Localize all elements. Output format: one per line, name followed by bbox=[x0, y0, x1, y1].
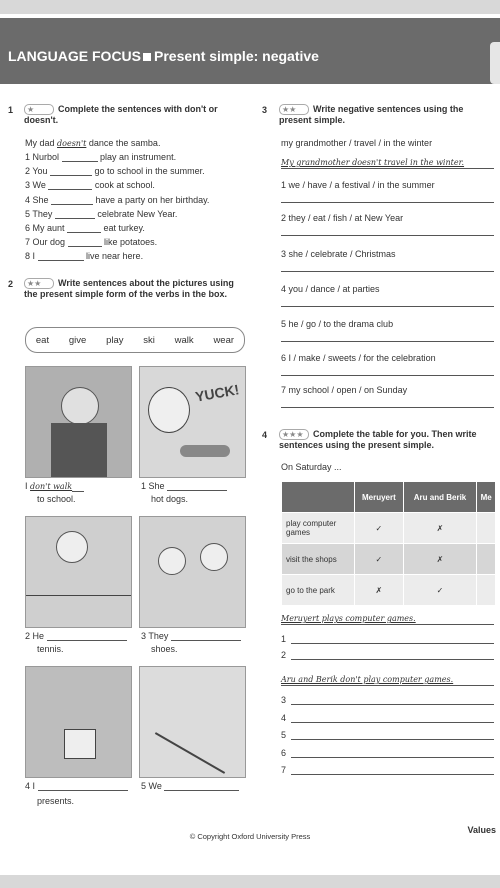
word-box-item: eat bbox=[35, 334, 50, 346]
table-header: Me bbox=[477, 482, 496, 513]
caption-4: 3 They bbox=[141, 631, 241, 641]
ex1-item bbox=[25, 166, 205, 176]
ex3-item-prompt: 6 I / make / sweets / for the celebration bbox=[281, 353, 436, 363]
answer-blank[interactable] bbox=[48, 180, 92, 190]
ex4-example-2: Aru and Berik don't play computer games. bbox=[281, 675, 454, 684]
ex3-item-prompt: 4 you / dance / at parties bbox=[281, 284, 380, 294]
item-subject: They bbox=[32, 208, 55, 219]
table-header: Aru and Berik bbox=[403, 482, 477, 513]
answer-line[interactable] bbox=[281, 271, 494, 272]
ex3-example-answer: My grandmother doesn't travel in the winter. bbox=[281, 158, 465, 167]
caption-1b: to school. bbox=[37, 494, 76, 504]
ex1-item bbox=[25, 251, 143, 261]
ex3-number: 3 bbox=[262, 105, 268, 115]
item-text: like potatoes. bbox=[101, 237, 158, 248]
answer-line bbox=[281, 685, 494, 686]
item-number: 7 bbox=[25, 237, 33, 248]
answer-line[interactable] bbox=[281, 235, 494, 236]
table-cell-activity: go to the park bbox=[282, 575, 355, 606]
picture-walk-school bbox=[25, 366, 132, 478]
answer-blank[interactable] bbox=[50, 166, 92, 176]
picture-tennis bbox=[25, 516, 132, 628]
item-text: have a party on her birthday. bbox=[93, 194, 210, 205]
answer-line[interactable] bbox=[291, 643, 494, 644]
table-cell-activity: visit the shops bbox=[282, 544, 355, 575]
table-row bbox=[282, 513, 496, 544]
page-tab bbox=[490, 42, 500, 84]
table-cell-me[interactable] bbox=[477, 513, 496, 544]
answer-line[interactable] bbox=[281, 202, 494, 203]
item-number: 3 bbox=[25, 180, 33, 191]
caption-2: 1 She bbox=[141, 481, 227, 491]
star-rating-icon: ★★ bbox=[279, 104, 309, 115]
ex1-item bbox=[25, 152, 176, 162]
ex1-example: My dad doesn't dance the samba. bbox=[25, 138, 161, 148]
ex1-item bbox=[25, 180, 155, 190]
caption-3b: tennis. bbox=[37, 644, 64, 654]
ex3-item-prompt: 7 my school / open / on Sunday bbox=[281, 385, 408, 395]
item-number: 6 bbox=[25, 223, 33, 233]
caption-6: 5 We bbox=[141, 781, 239, 791]
answer-line[interactable] bbox=[291, 774, 494, 775]
ex3-item-prompt: 2 they / eat / fish / at New Year bbox=[281, 213, 404, 223]
table-cell-meruyert: ✓ bbox=[355, 513, 404, 544]
table-cell-me[interactable] bbox=[477, 575, 496, 606]
answer-line[interactable] bbox=[291, 704, 494, 705]
line-number: 1 bbox=[281, 634, 287, 644]
bottom-gray-strip bbox=[0, 875, 500, 888]
word-box-item: play bbox=[106, 334, 124, 346]
table-cell-meruyert: ✓ bbox=[355, 544, 404, 575]
answer-line[interactable] bbox=[291, 757, 494, 758]
answer-line bbox=[281, 624, 494, 625]
table-cell-me[interactable] bbox=[477, 544, 496, 575]
caption-3: 2 He bbox=[25, 631, 127, 641]
caption-5b: presents. bbox=[37, 796, 75, 806]
ex4-number: 4 bbox=[262, 430, 268, 440]
table-header: Meruyert bbox=[355, 482, 404, 513]
answer-line[interactable] bbox=[281, 375, 494, 376]
ex1-item bbox=[25, 223, 145, 233]
answer-blank[interactable] bbox=[51, 195, 93, 205]
ex1-item bbox=[25, 237, 157, 247]
item-text: eat turkey. bbox=[101, 223, 145, 233]
word-box-item: wear bbox=[213, 334, 235, 346]
table-cell-meruyert: ✗ bbox=[355, 575, 404, 606]
ex3-example-prompt: my grandmother / travel / in the winter bbox=[281, 138, 433, 148]
answer-blank[interactable] bbox=[38, 251, 84, 261]
page-title: LANGUAGE FOCUS Present simple: negative bbox=[8, 48, 319, 64]
star-rating-icon: ★★ bbox=[24, 278, 54, 289]
table-row bbox=[282, 544, 496, 575]
answer-line[interactable] bbox=[291, 722, 494, 723]
ex4-lead: On Saturday ... bbox=[281, 462, 342, 472]
section-header bbox=[0, 18, 500, 84]
ex3-item-prompt: 3 she / celebrate / Christmas bbox=[281, 249, 396, 259]
word-box-item: give bbox=[68, 334, 87, 346]
answer-line[interactable] bbox=[281, 341, 494, 342]
ex4-instruction: ★★★ Complete the table for you. Then write sentences using the present simple. bbox=[279, 429, 477, 450]
item-subject: Nurbol bbox=[32, 152, 62, 162]
copyright: © Copyright Oxford University Press bbox=[189, 832, 311, 841]
word-box-item: walk bbox=[174, 334, 194, 346]
table-row bbox=[282, 575, 496, 606]
ex3-item-prompt: 5 he / go / to the drama club bbox=[281, 319, 394, 329]
item-text: play an instrument. bbox=[97, 152, 177, 162]
caption-4b: shoes. bbox=[151, 644, 178, 654]
table-header bbox=[282, 482, 355, 513]
item-subject: I bbox=[32, 251, 38, 262]
item-text: celebrate New Year. bbox=[94, 208, 178, 219]
item-subject: My aunt bbox=[32, 223, 68, 233]
page-label: Values bbox=[467, 825, 496, 835]
item-number: 2 bbox=[25, 166, 33, 177]
answer-blank[interactable] bbox=[67, 223, 101, 233]
ex2-instruction: ★★ Write sentences about the pictures using the present simple form of the verbs in the box. bbox=[24, 278, 234, 299]
table-cell-activity: play computer games bbox=[282, 513, 355, 544]
item-number: 1 bbox=[25, 152, 33, 162]
item-text: live near here. bbox=[83, 251, 144, 262]
ex1-item bbox=[25, 209, 177, 219]
top-gray-strip bbox=[0, 0, 500, 14]
picture-shoes bbox=[139, 516, 246, 628]
caption-5: 4 I bbox=[25, 781, 128, 791]
picture-ski bbox=[139, 666, 246, 778]
picture-presents bbox=[25, 666, 132, 778]
ex1-number: 1 bbox=[8, 105, 14, 115]
item-text: cook at school. bbox=[92, 180, 155, 191]
line-number: 2 bbox=[281, 650, 287, 660]
answer-line[interactable] bbox=[291, 739, 494, 740]
picture-hot-dogs bbox=[139, 366, 246, 478]
item-subject: She bbox=[32, 194, 52, 205]
ex4-example-1: Meruyert plays computer games. bbox=[281, 614, 416, 623]
table-cell-aru-berik: ✗ bbox=[403, 513, 477, 544]
line-number: 4 bbox=[281, 712, 287, 723]
line-number: 5 bbox=[281, 730, 287, 740]
table-cell-aru-berik: ✗ bbox=[403, 544, 477, 575]
ex1-instruction: ★ Complete the sentences with don't or doesn't. bbox=[24, 104, 218, 125]
word-box bbox=[25, 327, 245, 353]
answer-blank[interactable] bbox=[68, 237, 102, 247]
item-number: 4 bbox=[25, 194, 33, 205]
caption-1: I don't walk bbox=[25, 481, 84, 492]
ex3-instruction: ★★ Write negative sentences using the present simple. bbox=[279, 104, 464, 125]
answer-line bbox=[281, 168, 494, 169]
item-number: 8 bbox=[25, 251, 33, 262]
table-cell-aru-berik: ✓ bbox=[403, 575, 477, 606]
item-subject: You bbox=[32, 166, 51, 177]
line-number: 6 bbox=[281, 747, 287, 758]
square-bullet-icon bbox=[143, 53, 151, 61]
item-text: go to school in the summer. bbox=[92, 166, 205, 177]
item-number: 5 bbox=[25, 208, 33, 219]
line-number: 3 bbox=[281, 695, 287, 705]
answer-line[interactable] bbox=[281, 407, 494, 408]
ex2-number: 2 bbox=[8, 279, 14, 289]
yuck-text: YUCK! bbox=[193, 381, 241, 405]
activity-table bbox=[281, 481, 496, 606]
item-subject: Our dog bbox=[32, 237, 68, 248]
answer-blank[interactable] bbox=[62, 152, 98, 162]
item-subject: We bbox=[32, 180, 49, 191]
ex1-item bbox=[25, 195, 209, 205]
word-box-item: ski bbox=[143, 334, 155, 346]
answer-line[interactable] bbox=[291, 659, 494, 660]
star-rating-icon: ★ bbox=[24, 104, 54, 115]
ex3-item-prompt: 1 we / have / a festival / in the summer bbox=[281, 180, 435, 190]
line-number: 7 bbox=[281, 765, 287, 775]
answer-line[interactable] bbox=[281, 306, 494, 307]
answer-blank[interactable] bbox=[55, 209, 95, 219]
star-rating-icon: ★★★ bbox=[279, 429, 309, 440]
caption-2b: hot dogs. bbox=[151, 494, 189, 504]
